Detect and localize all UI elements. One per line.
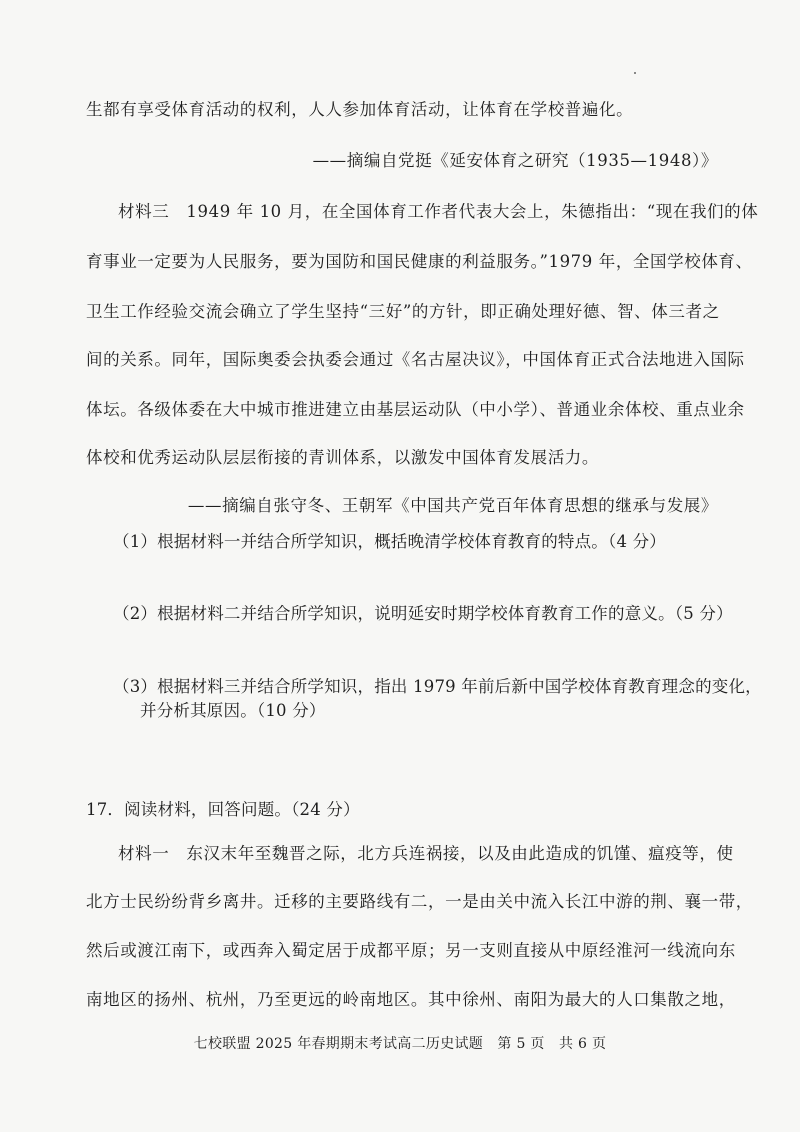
material3-line-2: 育事业一定要为人民服务，要为国防和国民健康的利益服务。”1979 年，全国学校体育、: [86, 252, 753, 271]
scan-speck: [634, 72, 636, 74]
question-2: （2）根据材料二并结合所学知识，说明延安时期学校体育教育工作的意义。（5 分）: [113, 604, 733, 623]
material3-line-4: 间的关系。同年，国际奥委会执委会通过《名古屋决议》，中国体育正式合法地进入国际: [86, 350, 745, 369]
q17-material1-line-4: 南地区的扬州、杭州，乃至更远的岭南地区。其中徐州、南阳为最大的人口集散之地，: [86, 990, 736, 1009]
question-3-line-2: 并分析其原因。（10 分）: [140, 701, 326, 720]
source-citation-material2: ——摘编自党挺《延安体育之研究（1935—1948）》: [312, 151, 718, 170]
material3-line-6: 体校和优秀运动队层层衔接的青训体系，以激发中国体育发展活力。: [86, 448, 599, 467]
material3-line-1: 材料三 1949 年 10 月，在全国体育工作者代表大会上，朱德指出：“现在我们的体: [118, 202, 759, 221]
q17-material1-line-2: 北方士民纷纷背乡离井。迁移的主要路线有二，一是由关中流入长江中游的荆、襄一带，: [86, 892, 753, 911]
question-1: （1）根据材料一并结合所学知识，概括晚清学校体育教育的特点。（4 分）: [113, 532, 666, 551]
page-footer: 七校联盟 2025 年春期期末考试高二历史试题 第 5 页 共 6 页: [193, 1036, 607, 1052]
source-citation-material3: ——摘编自张守冬、王朝军《中国共产党百年体育思想的继承与发展》: [187, 496, 718, 515]
question-17-header: 17．阅读材料，回答问题。（24 分）: [86, 800, 360, 819]
material3-line-5: 体坛。各级体委在大中城市推进建立由基层运动队（中小学）、普通业余体校、重点业余: [86, 400, 745, 419]
continuation-line: 生都有享受体育活动的权利，人人参加体育活动，让体育在学校普遍化。: [86, 100, 634, 119]
material3-line-3: 卫生工作经验交流会确立了学生坚持“三好”的方针，即正确处理好德、智、体三者之: [86, 302, 720, 321]
q17-material1-line-3: 然后或渡江南下，或西奔入蜀定居于成都平原；另一支则直接从中原经淮河一线流向东: [86, 941, 736, 960]
question-3-line-1: （3）根据材料三并结合所学知识，指出 1979 年前后新中国学校体育教育理念的变化，: [113, 677, 762, 696]
q17-material1-line-1: 材料一 东汉末年至魏晋之际，北方兵连祸接，以及由此造成的饥馑、瘟疫等，使: [118, 844, 734, 863]
